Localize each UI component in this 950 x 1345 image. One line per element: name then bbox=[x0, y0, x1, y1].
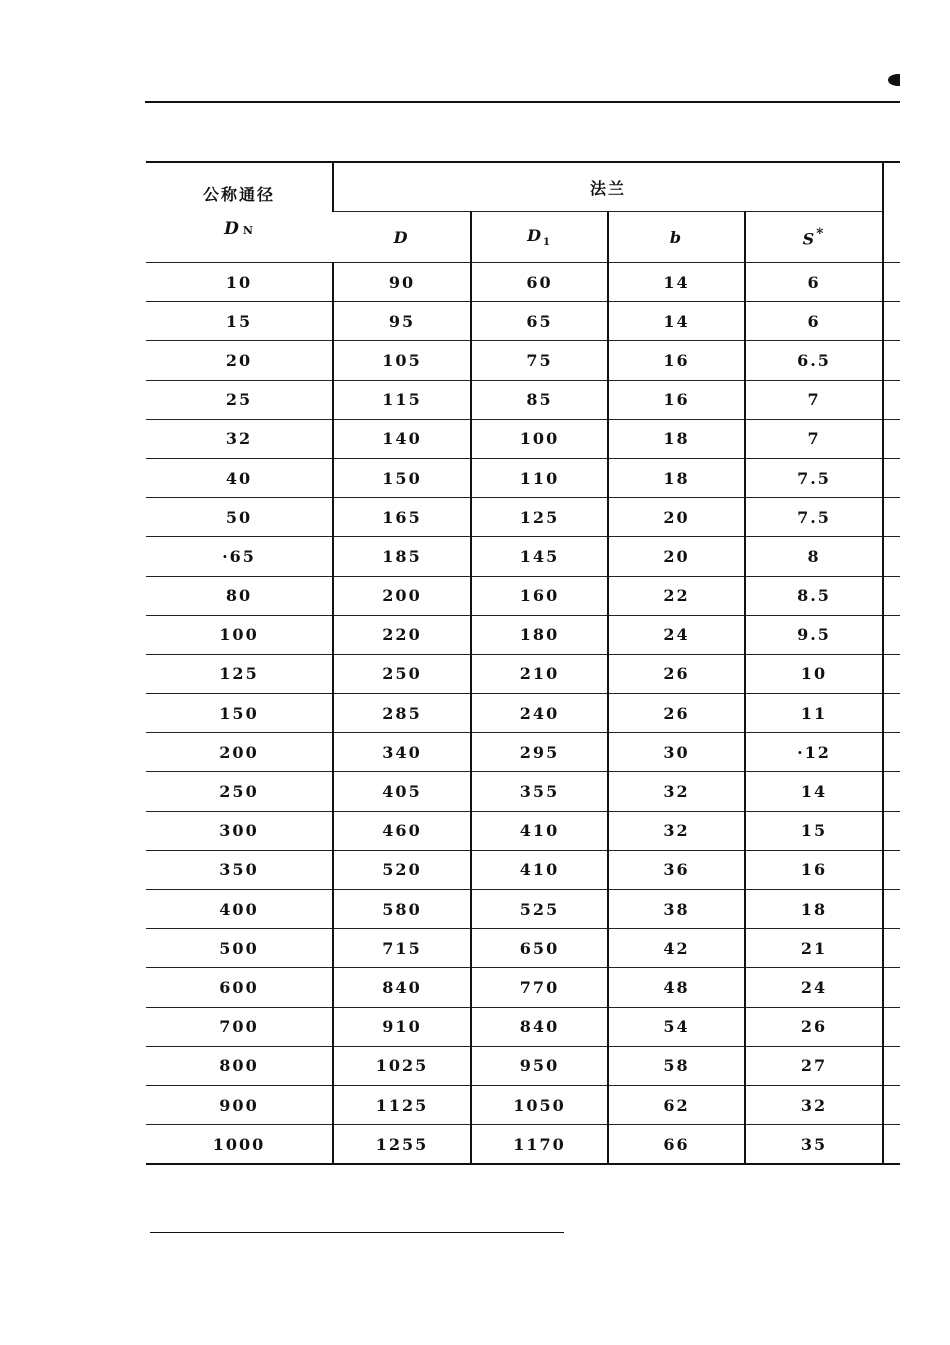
cell-d1: 100 bbox=[471, 419, 608, 458]
cell-dn: 500 bbox=[146, 929, 333, 968]
cell-b: 36 bbox=[608, 850, 745, 889]
cell-dn: 600 bbox=[146, 968, 333, 1007]
column-header-d1: $D_1$ bbox=[471, 212, 608, 263]
cell-dn: 350 bbox=[146, 850, 333, 889]
cell-b: 42 bbox=[608, 929, 745, 968]
cell-dn: 10 bbox=[146, 263, 333, 302]
cell-b: 26 bbox=[608, 694, 745, 733]
cell-d1: 650 bbox=[471, 929, 608, 968]
truncated-cell bbox=[883, 615, 900, 654]
cell-s: 35 bbox=[745, 1125, 883, 1165]
table-row bbox=[146, 498, 900, 537]
truncated-cell bbox=[883, 772, 900, 811]
cell-d1: 840 bbox=[471, 1007, 608, 1046]
table-row bbox=[146, 772, 900, 811]
cell-b: 14 bbox=[608, 263, 745, 302]
table-row bbox=[146, 850, 900, 889]
cell-b: 18 bbox=[608, 419, 745, 458]
cell-s: 6 bbox=[745, 302, 883, 341]
table-row bbox=[146, 263, 900, 302]
cell-d: 200 bbox=[333, 576, 471, 615]
cell-d: 285 bbox=[333, 694, 471, 733]
cell-b: 32 bbox=[608, 811, 745, 850]
cell-d: 580 bbox=[333, 890, 471, 929]
cell-d: 150 bbox=[333, 458, 471, 497]
cell-b: 22 bbox=[608, 576, 745, 615]
column-header-s: S* bbox=[745, 212, 883, 263]
cell-s: 18 bbox=[745, 890, 883, 929]
cell-s: 15 bbox=[745, 811, 883, 850]
flange-group-header: 法兰 bbox=[333, 162, 883, 212]
cell-d1: 85 bbox=[471, 380, 608, 419]
cell-d1: 525 bbox=[471, 890, 608, 929]
truncated-cell bbox=[883, 890, 900, 929]
cell-d: 840 bbox=[333, 968, 471, 1007]
cell-d: 715 bbox=[333, 929, 471, 968]
cell-d1: 1170 bbox=[471, 1125, 608, 1165]
cell-d1: 1050 bbox=[471, 1085, 608, 1124]
truncated-cell bbox=[883, 458, 900, 497]
cell-dn: ·65 bbox=[146, 537, 333, 576]
nominal-diameter-header bbox=[146, 162, 333, 263]
cell-dn: 32 bbox=[146, 419, 333, 458]
cell-b: 16 bbox=[608, 380, 745, 419]
truncated-cell bbox=[883, 968, 900, 1007]
flange-dimension-table bbox=[146, 161, 900, 1165]
cell-d: 250 bbox=[333, 654, 471, 693]
cell-b: 26 bbox=[608, 654, 745, 693]
table-row bbox=[146, 419, 900, 458]
cell-b: 30 bbox=[608, 733, 745, 772]
cell-dn: 125 bbox=[146, 654, 333, 693]
corner-mark-icon bbox=[886, 72, 900, 88]
cell-b: 54 bbox=[608, 1007, 745, 1046]
cell-b: 48 bbox=[608, 968, 745, 1007]
cell-b: 32 bbox=[608, 772, 745, 811]
cell-d: 95 bbox=[333, 302, 471, 341]
cell-d: 220 bbox=[333, 615, 471, 654]
cell-dn: 250 bbox=[146, 772, 333, 811]
cell-s: 11 bbox=[745, 694, 883, 733]
cell-s: 7 bbox=[745, 380, 883, 419]
cell-d: 115 bbox=[333, 380, 471, 419]
truncated-cell bbox=[883, 811, 900, 850]
table-body bbox=[146, 263, 900, 1165]
footnote-rule bbox=[150, 1232, 564, 1233]
cell-s: 9.5 bbox=[745, 615, 883, 654]
nominal-diameter-symbol: D N bbox=[224, 218, 254, 239]
cell-s: 16 bbox=[745, 850, 883, 889]
cell-dn: 25 bbox=[146, 380, 333, 419]
cell-dn: 200 bbox=[146, 733, 333, 772]
cell-b: 38 bbox=[608, 890, 745, 929]
cell-d: 520 bbox=[333, 850, 471, 889]
truncated-cell bbox=[883, 1007, 900, 1046]
cell-d1: 65 bbox=[471, 302, 608, 341]
truncated-cell bbox=[883, 1085, 900, 1124]
cell-b: 18 bbox=[608, 458, 745, 497]
truncated-cell bbox=[883, 576, 900, 615]
table-row bbox=[146, 458, 900, 497]
table-row bbox=[146, 341, 900, 380]
cell-b: 24 bbox=[608, 615, 745, 654]
table-row bbox=[146, 1085, 900, 1124]
cell-d: 140 bbox=[333, 419, 471, 458]
cell-b: 66 bbox=[608, 1125, 745, 1165]
cell-dn: 150 bbox=[146, 694, 333, 733]
cell-d1: 145 bbox=[471, 537, 608, 576]
cell-s: 7.5 bbox=[745, 458, 883, 497]
table-row bbox=[146, 811, 900, 850]
table-row bbox=[146, 1046, 900, 1085]
table-row bbox=[146, 537, 900, 576]
cell-d: 105 bbox=[333, 341, 471, 380]
table-row bbox=[146, 576, 900, 615]
cell-dn: 15 bbox=[146, 302, 333, 341]
cell-d1: 950 bbox=[471, 1046, 608, 1085]
cell-d1: 240 bbox=[471, 694, 608, 733]
truncated-column-header bbox=[883, 162, 900, 263]
truncated-cell bbox=[883, 537, 900, 576]
cell-d1: 110 bbox=[471, 458, 608, 497]
cell-dn: 80 bbox=[146, 576, 333, 615]
table-row bbox=[146, 1125, 900, 1165]
cell-dn: 100 bbox=[146, 615, 333, 654]
cell-s: 8 bbox=[745, 537, 883, 576]
cell-d1: 75 bbox=[471, 341, 608, 380]
cell-b: 62 bbox=[608, 1085, 745, 1124]
cell-d1: 180 bbox=[471, 615, 608, 654]
cell-d1: 410 bbox=[471, 850, 608, 889]
cell-d1: 160 bbox=[471, 576, 608, 615]
cell-b: 20 bbox=[608, 498, 745, 537]
cell-dn: 700 bbox=[146, 1007, 333, 1046]
cell-d1: 410 bbox=[471, 811, 608, 850]
cell-b: 58 bbox=[608, 1046, 745, 1085]
cell-s: 27 bbox=[745, 1046, 883, 1085]
cell-b: 16 bbox=[608, 341, 745, 380]
cell-s: 8.5 bbox=[745, 576, 883, 615]
cell-d1: 210 bbox=[471, 654, 608, 693]
truncated-cell bbox=[883, 380, 900, 419]
truncated-cell bbox=[883, 498, 900, 537]
truncated-cell bbox=[883, 341, 900, 380]
truncated-cell bbox=[883, 302, 900, 341]
cell-d1: 295 bbox=[471, 733, 608, 772]
cell-s: 10 bbox=[745, 654, 883, 693]
top-rule bbox=[145, 101, 900, 103]
truncated-cell bbox=[883, 263, 900, 302]
cell-b: 14 bbox=[608, 302, 745, 341]
cell-dn: 400 bbox=[146, 890, 333, 929]
table-row bbox=[146, 615, 900, 654]
column-header-b: b bbox=[608, 212, 745, 263]
truncated-cell bbox=[883, 1125, 900, 1165]
cell-d1: 60 bbox=[471, 263, 608, 302]
truncated-cell bbox=[883, 1046, 900, 1085]
table-row bbox=[146, 694, 900, 733]
cell-s: 14 bbox=[745, 772, 883, 811]
cell-d: 1125 bbox=[333, 1085, 471, 1124]
table-row bbox=[146, 968, 900, 1007]
cell-d: 340 bbox=[333, 733, 471, 772]
cell-dn: 800 bbox=[146, 1046, 333, 1085]
truncated-cell bbox=[883, 733, 900, 772]
column-header-d: D bbox=[333, 212, 471, 263]
truncated-cell bbox=[883, 694, 900, 733]
cell-b: 20 bbox=[608, 537, 745, 576]
cell-s: 24 bbox=[745, 968, 883, 1007]
truncated-cell bbox=[883, 654, 900, 693]
cell-d: 1255 bbox=[333, 1125, 471, 1165]
table-row bbox=[146, 654, 900, 693]
cell-dn: 900 bbox=[146, 1085, 333, 1124]
cell-d: 910 bbox=[333, 1007, 471, 1046]
cell-s: 6 bbox=[745, 263, 883, 302]
cell-dn: 300 bbox=[146, 811, 333, 850]
cell-d1: 355 bbox=[471, 772, 608, 811]
cell-dn: 1000 bbox=[146, 1125, 333, 1165]
cell-d: 185 bbox=[333, 537, 471, 576]
cell-s: ·12 bbox=[745, 733, 883, 772]
cell-d1: 770 bbox=[471, 968, 608, 1007]
truncated-cell bbox=[883, 850, 900, 889]
cell-dn: 20 bbox=[146, 341, 333, 380]
truncated-cell bbox=[883, 419, 900, 458]
cell-s: 6.5 bbox=[745, 341, 883, 380]
table-row bbox=[146, 890, 900, 929]
table-row bbox=[146, 1007, 900, 1046]
cell-s: 21 bbox=[745, 929, 883, 968]
cell-dn: 50 bbox=[146, 498, 333, 537]
table-row bbox=[146, 929, 900, 968]
cell-s: 26 bbox=[745, 1007, 883, 1046]
cell-s: 7.5 bbox=[745, 498, 883, 537]
cell-d: 90 bbox=[333, 263, 471, 302]
truncated-cell bbox=[883, 929, 900, 968]
table-row bbox=[146, 380, 900, 419]
cell-dn: 40 bbox=[146, 458, 333, 497]
table-row bbox=[146, 733, 900, 772]
cell-d: 405 bbox=[333, 772, 471, 811]
cell-d: 165 bbox=[333, 498, 471, 537]
cell-s: 32 bbox=[745, 1085, 883, 1124]
table-row bbox=[146, 302, 900, 341]
cell-d1: 125 bbox=[471, 498, 608, 537]
cell-d: 1025 bbox=[333, 1046, 471, 1085]
nominal-diameter-label: 公称通径 bbox=[202, 184, 275, 204]
flange-table-wrapper bbox=[146, 161, 900, 1173]
cell-d: 460 bbox=[333, 811, 471, 850]
cell-s: 7 bbox=[745, 419, 883, 458]
